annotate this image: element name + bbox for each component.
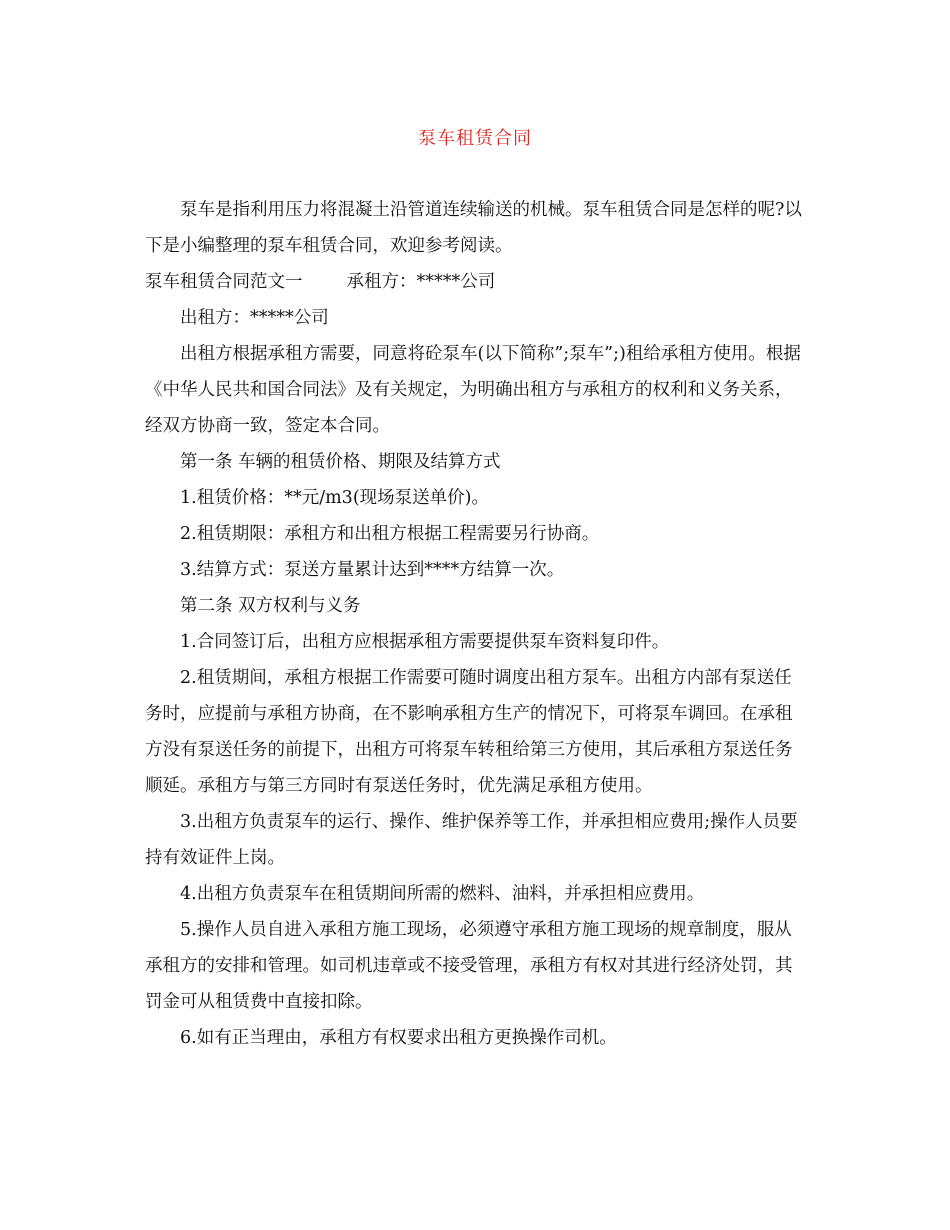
article-1-item: 3.结算方式：泵送方量累计达到****方结算一次。 — [180, 560, 565, 580]
article-2-item: 4.出租方负责泵车在租赁期间所需的燃料、油料，并承担相应费用。 — [180, 884, 705, 904]
intro-paragraph: 泵车是指利用压力将混凝土沿管道连续输送的机械。泵车租赁合同是怎样的呢?以下是小编整理的泵车租赁合同，欢迎参考阅读。 — [145, 200, 802, 256]
sample-heading-line — [145, 264, 805, 300]
article-2-item: 6.如有正当理由，承租方有权要求出租方更换操作司机。 — [180, 1028, 617, 1048]
article-2-heading: 第二条 双方权利与义务 — [180, 596, 361, 616]
preamble-paragraph: 出租方根据承租方需要，同意将砼泵车(以下简称”;泵车”;)租给承租方使用。根据《中华人民共和国合同法》及有关规定，为明确出租方与承租方的权利和义务关系，经双方协商一致，签定本合同。 — [145, 344, 801, 436]
article-1-item: 1.租赁价格：**元/m3(现场泵送单价)。 — [180, 488, 489, 508]
article-2-item: 1.合同签订后，出租方应根据承租方需要提供泵车资料复印件。 — [180, 632, 670, 652]
lessor-line: 出租方：*****公司 — [180, 308, 329, 328]
sample-heading: 泵车租赁合同范文一 — [145, 272, 303, 292]
article-2-item: 2.租赁期间，承租方根据工作需要可随时调度出租方泵车。出租方内部有泵送任务时，应提前与承租方协商，在不影响承租方生产的情况下，可将泵车调回。在承租方没有泵送任务的前提下，出租方可将泵车转租给第三方使用，其后承租方泵送任务顺延。承租方与第三方同时有泵送任务时，优先满足承租方使用。 — [145, 668, 793, 796]
document-title: 泵车租赁合同 — [418, 128, 532, 149]
lessee-line: 承租方：*****公司 — [346, 272, 496, 292]
article-2-item: 3.出租方负责泵车的运行、操作、维护保养等工作，并承担相应费用;操作人员要持有效证件上岗。 — [145, 812, 798, 868]
article-2-item: 5.操作人员自进入承租方施工现场，必须遵守承租方施工现场的规章制度，服从承租方的安排和管理。如司机违章或不接受管理，承租方有权对其进行经济处罚，其罚金可从租赁费中直接扣除。 — [145, 920, 793, 1012]
article-1-item: 2.租赁期限：承租方和出租方根据工程需要另行协商。 — [180, 524, 600, 544]
article-1-heading: 第一条 车辆的租赁价格、期限及结算方式 — [180, 452, 501, 472]
document-body — [145, 192, 805, 1056]
